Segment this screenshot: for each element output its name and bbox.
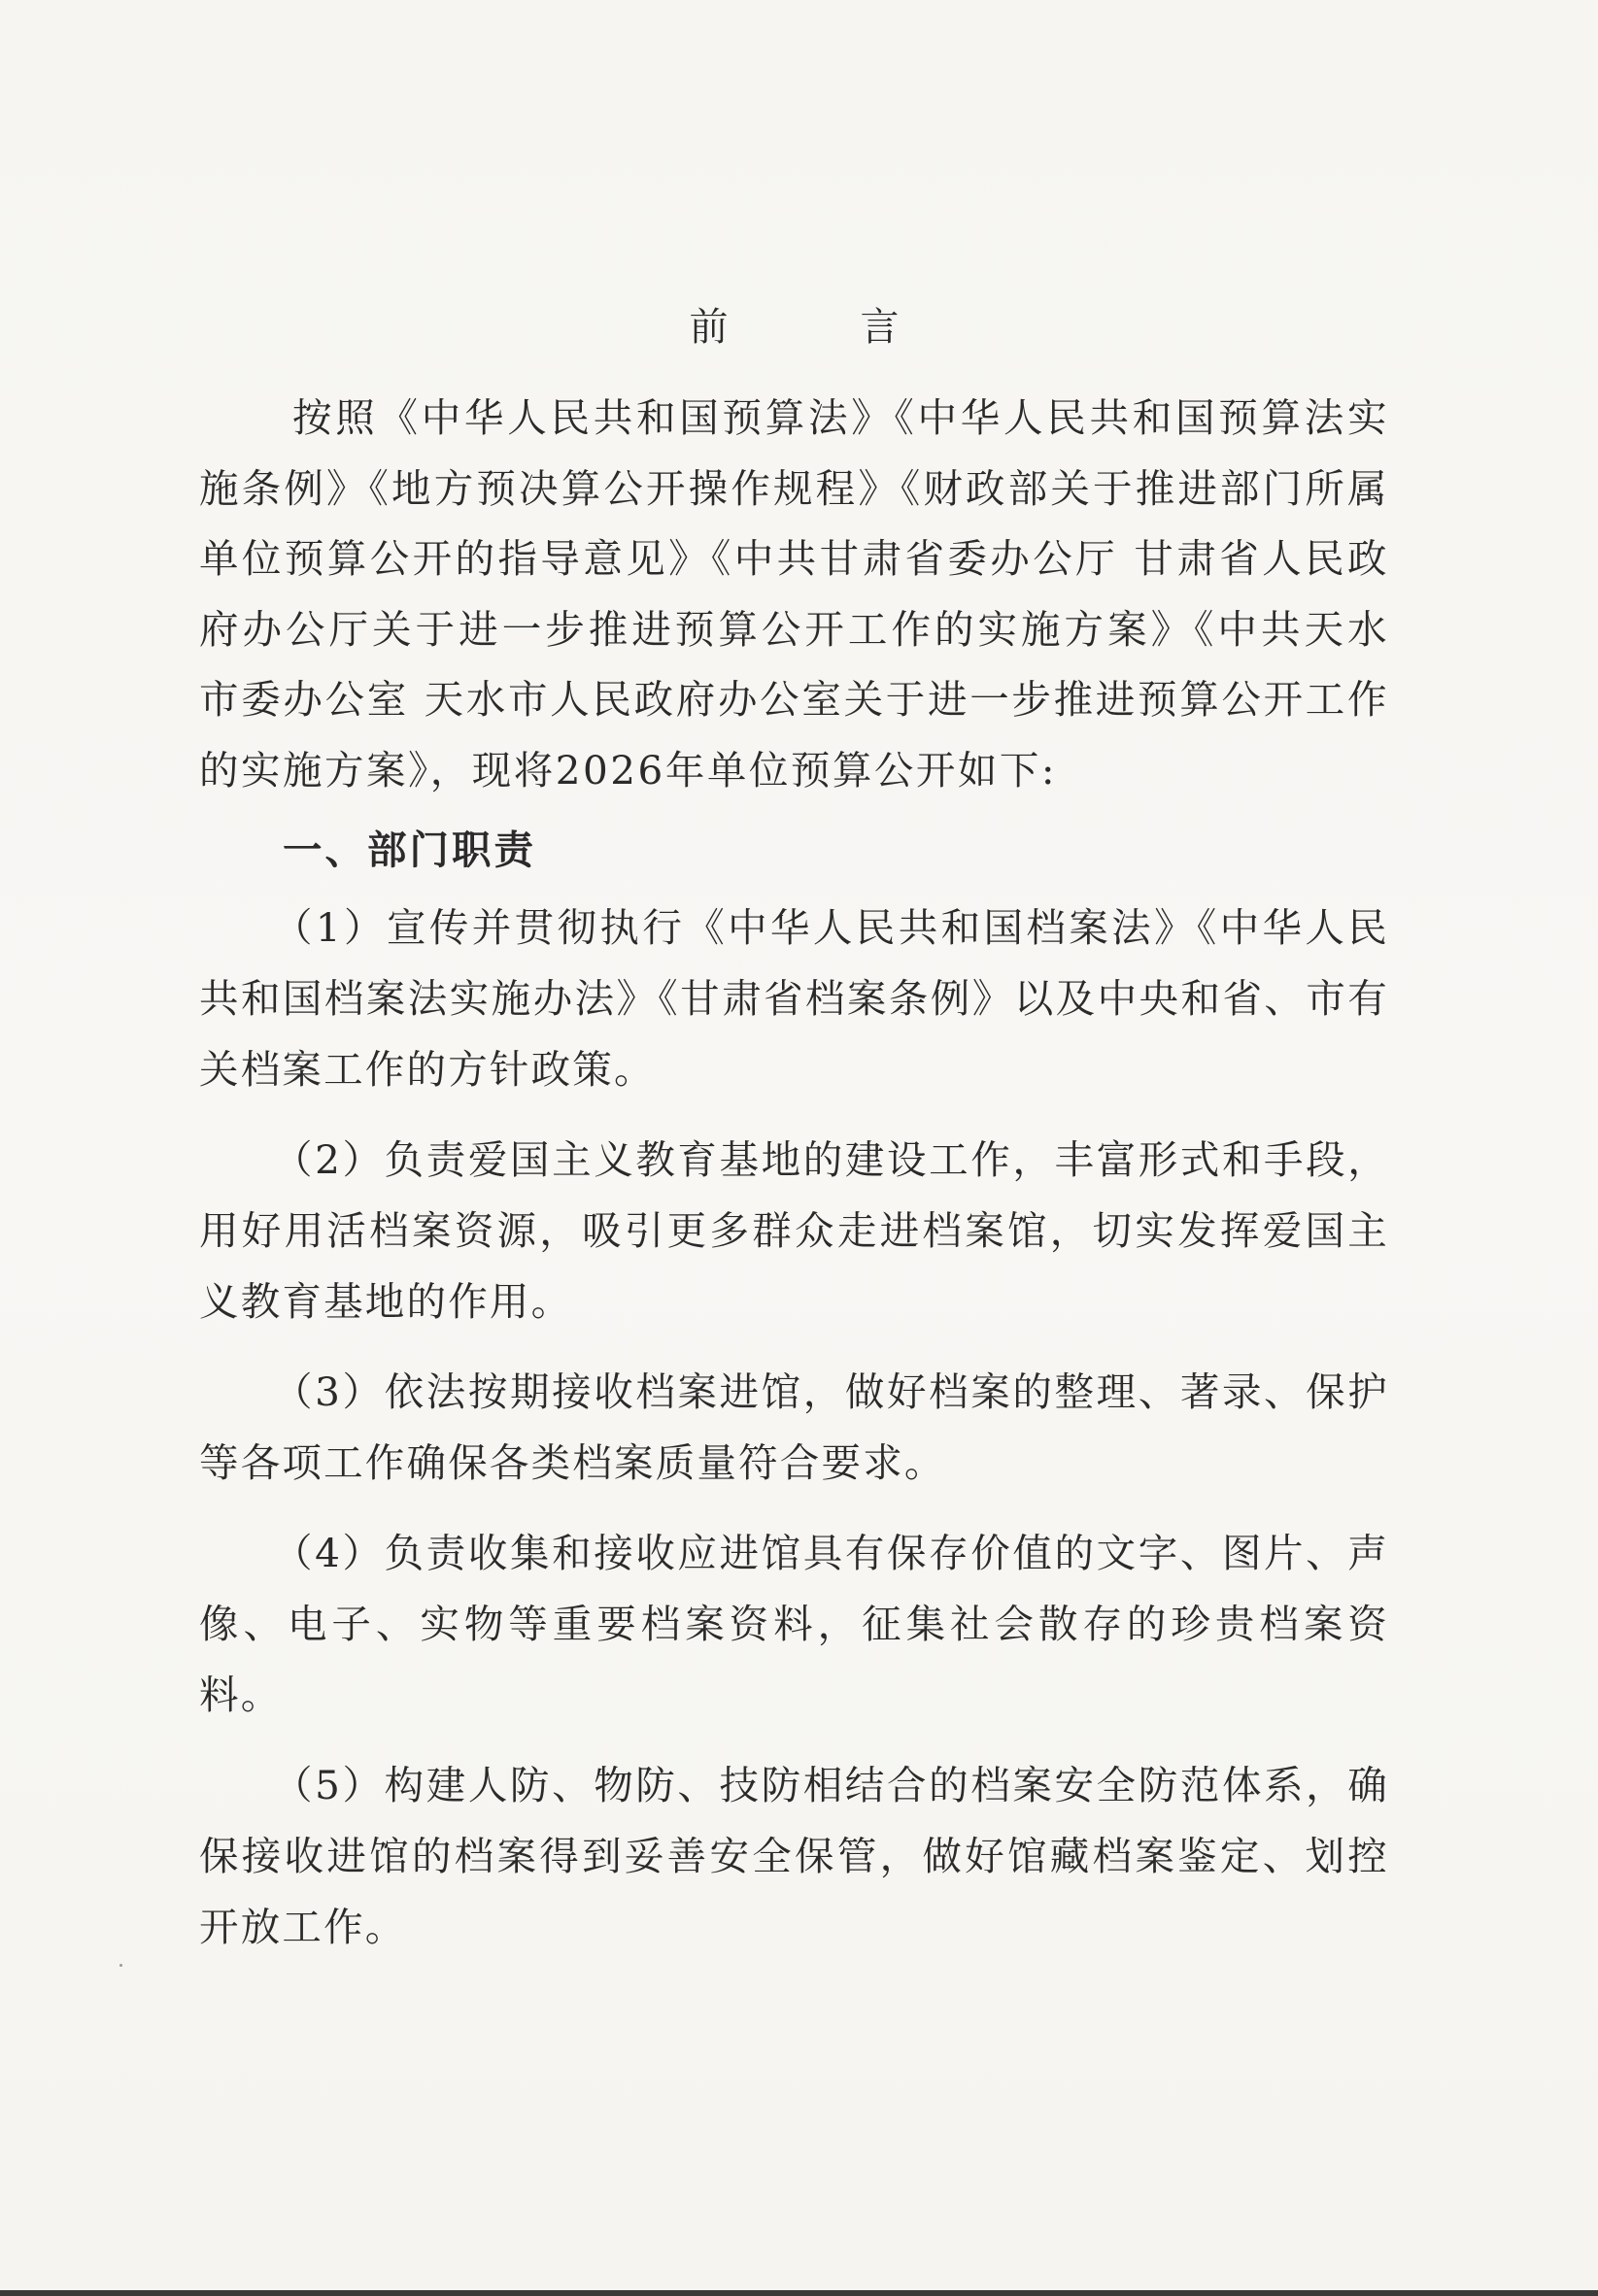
section-heading-duties: 一、部门职责 [283,827,536,873]
duty-item-5: （5）构建人防、物防、技防相结合的档案安全防范体系，确保接收进馆的档案得到妥善安全保管，做好馆藏档案鉴定、划控开放工作。 [199,1762,1389,1950]
duty-item-4: （4）负责收集和接收应进馆具有保存价值的文字、图片、声像、电子、实物等重要档案资料，征集社会散存的珍贵档案资料。 [199,1530,1389,1718]
document-body [199,293,1389,1963]
duties-list [199,893,1389,1963]
duty-item-3: （3）依法按期接收档案进馆，做好档案的整理、著录、保护等各项工作确保各类档案质量符合要求。 [199,1368,1389,1486]
duty-item-1: （1）宣传并贯彻执行《中华人民共和国档案法》《中华人民共和国档案法实施办法》《甘肃省档案条例》以及中央和省、市有关档案工作的方针政策。 [199,904,1389,1093]
scan-speck [119,1964,122,1967]
page-title: 前 言 [689,305,946,350]
intro-paragraph: 按照《中华人民共和国预算法》《中华人民共和国预算法实施条例》《地方预决算公开操作规程》《财政部关于推进部门所属单位预算公开的指导意见》《中共甘肃省委办公厅 甘肃省人民政府办公厅关于进一步推进预算公开工作的实施方案》《中共天水市委办公室 天水市人民政府办公室关于进一步推进预算公开工作的实施方案》，现将2026年单位预算公开如下: [199,394,1389,793]
duty-item-2: （2）负责爱国主义教育基地的建设工作，丰富形式和手段，用好用活档案资源，吸引更多群众走进档案馆，切实发挥爱国主义教育基地的作用。 [199,1136,1389,1325]
scan-bottom-edge [0,2290,1598,2296]
